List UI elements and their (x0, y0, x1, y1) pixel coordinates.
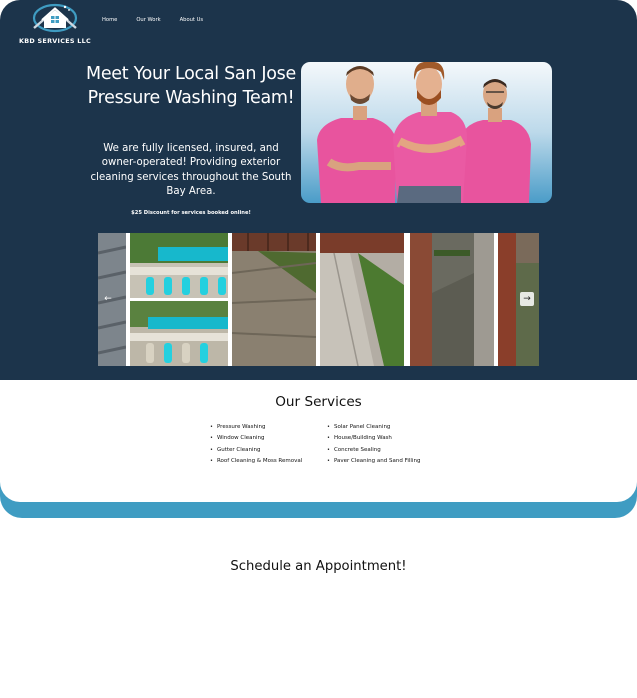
work-gallery-carousel[interactable] (98, 233, 539, 366)
hero-subtitle: We are fully licensed, insured, and owner-operated! Providing exterior cleaning services throughout the South Bay Area. (90, 143, 292, 197)
service-item: • Gutter Cleaning (210, 445, 302, 456)
services-list-right (327, 422, 420, 467)
brand-name: KBD SERVICES LLC (18, 37, 92, 45)
service-item: • Solar Panel Cleaning (327, 422, 420, 433)
service-item: • House/Building Wash (327, 433, 420, 444)
nav-about-us[interactable]: About Us (179, 17, 204, 23)
service-item: • Concrete Sealing (327, 445, 420, 456)
service-item: • Roof Cleaning & Moss Removal (210, 456, 302, 467)
gallery-next-arrow-icon[interactable]: → (520, 292, 534, 306)
service-item: • Pressure Washing (210, 422, 302, 433)
gallery-prev-arrow-icon[interactable]: ← (104, 294, 112, 304)
main-nav (102, 17, 222, 23)
service-item: • Paver Cleaning and Sand Filling (327, 456, 420, 467)
nav-home[interactable]: Home (102, 17, 118, 23)
schedule-title: Schedule an Appointment! (230, 559, 407, 574)
services-list-left (210, 422, 302, 467)
discount-note: $25 Discount for services booked online! (131, 210, 251, 216)
service-item: • Window Cleaning (210, 433, 302, 444)
services-title: Our Services (275, 394, 362, 410)
logo[interactable] (10, 2, 90, 46)
logo-house-icon (32, 2, 78, 34)
nav-our-work[interactable]: Our Work (136, 17, 161, 23)
team-photo (301, 62, 552, 203)
hero-title: Meet Your Local San Jose Pressure Washing Team! (86, 64, 296, 108)
